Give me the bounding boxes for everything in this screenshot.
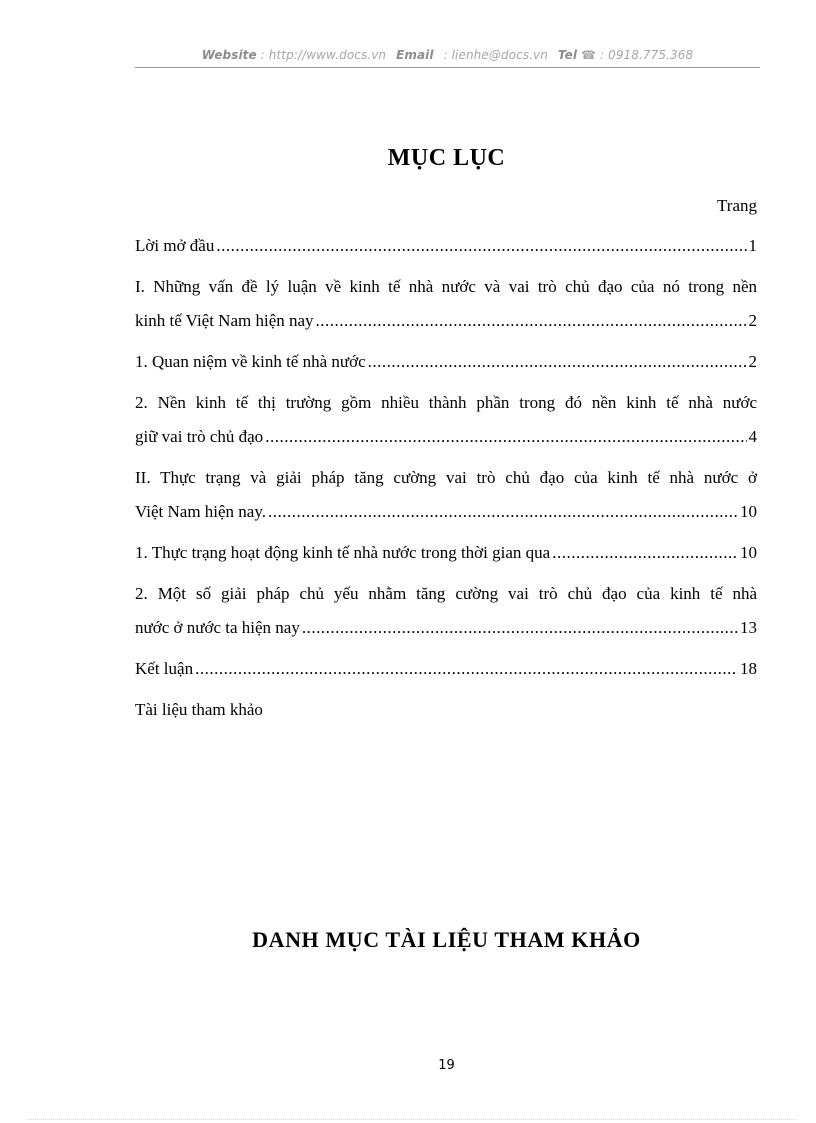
toc-entry-intro[interactable]: [135, 233, 757, 259]
toc-entry-conclusion[interactable]: [135, 656, 757, 682]
toc-entry-page: 2: [748, 352, 757, 371]
toc-entry-text: 1. Thực trạng hoạt động kinh tế nhà nước trong thời gian qua: [135, 543, 551, 562]
toc-entry-part-1[interactable]: [135, 274, 757, 334]
toc-entry-part-2[interactable]: [135, 465, 757, 525]
dot-leader: [302, 615, 738, 641]
toc-entry-page: 13: [740, 618, 757, 637]
website-label: Website: [201, 48, 257, 62]
dot-leader: [195, 656, 738, 682]
dot-leader: [265, 424, 746, 450]
toc-entry-references[interactable]: [135, 697, 757, 723]
toc-entry-page: 10: [740, 502, 757, 521]
toc-entry-text: II. Thực trạng và giải pháp tăng cường vai trò chủ đạo của kinh tế nhà nước ở: [135, 468, 757, 487]
page-header: [135, 48, 760, 68]
toc-entry-text: kinh tế Việt Nam hiện nay: [135, 311, 314, 330]
tel-value: 0918.775.368: [608, 48, 694, 62]
toc-entry-text: 2. Một số giải pháp chủ yếu nhằm tăng cường vai trò chủ đạo của kinh tế nhà: [135, 584, 757, 603]
toc-entry-text: 2. Nền kinh tế thị trường gồm nhiều thành phần trong đó nền kinh tế nhà nước: [135, 393, 757, 412]
dot-leader: [268, 499, 738, 525]
dot-leader: [316, 308, 747, 334]
toc-entry-page: 2: [748, 311, 757, 330]
toc-entry-text: Lời mở đầu: [135, 236, 215, 255]
toc-entry-text: nước ở nước ta hiện nay: [135, 618, 300, 637]
dot-leader: [216, 233, 746, 259]
table-of-contents: [135, 233, 757, 723]
email-label: Email: [396, 48, 434, 62]
website-separator: :: [260, 48, 265, 62]
toc-entry-page: 4: [748, 427, 757, 446]
toc-entry-text: Tài liệu tham khảo: [135, 700, 263, 719]
toc-entry-page: 1: [748, 236, 757, 255]
dot-leader: [368, 349, 747, 375]
toc-entry-1-1[interactable]: [135, 349, 757, 375]
page-number: 19: [438, 1058, 455, 1073]
toc-entry-text: Kết luận: [135, 659, 194, 678]
toc-entry-page: 18: [740, 659, 757, 678]
dot-leader: [552, 540, 738, 566]
footer-divider: [28, 1119, 796, 1120]
toc-entry-2-2[interactable]: [135, 581, 757, 641]
toc-entry-page: 10: [740, 543, 757, 562]
tel-separator: :: [600, 48, 605, 62]
toc-title: MỤC LỤC: [387, 145, 506, 171]
toc-entry-1-2[interactable]: [135, 390, 757, 450]
bibliography-title: DANH MỤC TÀI LIỆU THAM KHẢO: [252, 927, 641, 952]
page-column-label: Trang: [717, 196, 757, 215]
toc-entry-text: 1. Quan niệm về kinh tế nhà nước: [135, 352, 366, 371]
toc-entry-text: Việt Nam hiện nay.: [135, 502, 267, 521]
phone-icon: ☎: [581, 48, 597, 62]
tel-label: Tel: [557, 48, 578, 62]
website-link[interactable]: http://www.docs.vn: [268, 48, 387, 62]
email-separator: :: [443, 48, 448, 62]
toc-entry-text: I. Những vấn đề lý luận về kinh tế nhà nước và vai trò chủ đạo của nó trong nền: [135, 277, 757, 296]
toc-entry-text: giữ vai trò chủ đạo: [135, 427, 264, 446]
toc-entry-2-1[interactable]: [135, 540, 757, 566]
email-link[interactable]: lienhe@docs.vn: [451, 48, 548, 62]
